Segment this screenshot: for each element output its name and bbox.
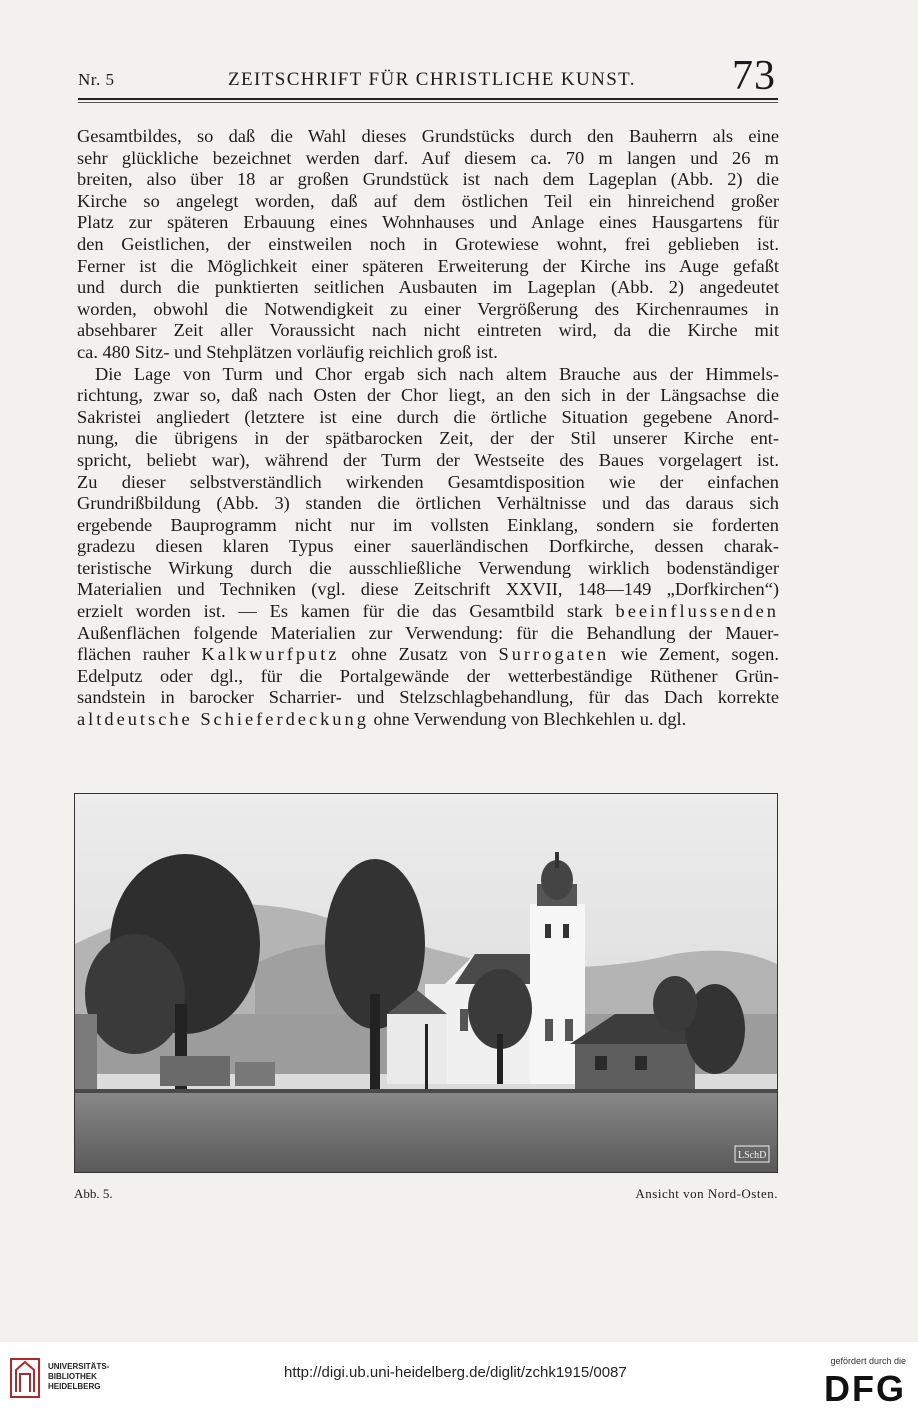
- text-line: Gesamtbildes, so daß die Wahl dieses Grundstücks durch den Bauherrn als eine: [77, 126, 779, 146]
- source-url[interactable]: http://digi.ub.uni-heidelberg.de/diglit/zchk1915/0087: [284, 1364, 627, 1381]
- text-line: ca. 480 Sitz- und Stehplätzen vorläufig reichlich groß ist.: [77, 341, 498, 362]
- text-line: Grundrißbildung (Abb. 3) standen die örtlichen Verhältnisse und das daraus sich: [77, 493, 779, 514]
- photo-signature: LSchD: [738, 1150, 767, 1161]
- figure-label: Abb. 5.: [74, 1186, 113, 1201]
- article-body: [77, 126, 779, 731]
- text-line: und durch die punktierten seitlichen Ausbauten im Lageplan (Abb. 2) angedeutet: [77, 277, 779, 298]
- journal-title: ZEITSCHRIFT FÜR CHRISTLICHE KUNST.: [228, 69, 636, 90]
- header-rule: [78, 102, 778, 103]
- text-line: nung, die übrigens in der spätbarocken Zeit, der der Stil unserer Kirche ent-: [77, 428, 779, 449]
- dfg-logo: DFG: [824, 1368, 906, 1409]
- text-line: Die Lage von Turm und Chor ergab sich nach altem Brauche aus der Himmels-: [95, 363, 779, 384]
- text-line: Ferner ist die Möglichkeit einer späteren Erweiterung der Kirche ins Auge gefaßt: [77, 255, 779, 276]
- text-line: Kirche so angelegt worden, daß auf dem östlichen Teil ein hinreichend großer: [77, 190, 779, 211]
- text-line: flächen rauher Kalkwurfputz ohne Zusatz von Surrogaten wie Zement, sogen.: [77, 644, 779, 665]
- issue-number: Nr. 5: [78, 70, 115, 89]
- text-line: den Geistlichen, der einstweilen noch in Grotewiese wohnt, frei geblieben ist.: [77, 233, 779, 254]
- library-name: UNIVERSITÄTS- BIBLIOTHEK HEIDELBERG: [48, 1362, 110, 1391]
- photo-illustration: [75, 794, 777, 1172]
- text-line: ergebende Bauprogramm nicht nur im vollsten Einklang, sondern sie forderten: [77, 514, 779, 535]
- library-logo-icon: [10, 1358, 40, 1398]
- digitization-footer: [0, 1342, 918, 1414]
- text-line: erzielt worden ist. — Es kamen für die das Gesamtbild stark beeinflussenden: [77, 601, 779, 622]
- emphasis-spaced: altdeutsche Schieferdeckung: [77, 709, 369, 730]
- church-photograph: [74, 793, 778, 1173]
- page-number: 73: [732, 53, 776, 99]
- text-line: Zu dieser selbstverständlich wirkenden Gesamtdisposition wie der einfachen: [77, 471, 779, 492]
- funding-note: gefördert durch die: [830, 1356, 906, 1366]
- text-line: spricht, beliebt war), während der Turm der Westseite des Baues vorgelagert ist.: [77, 449, 779, 470]
- text-line: Materialien und Techniken (vgl. diese Zeitschrift XXVII, 148—149 „Dorfkirchen“): [77, 579, 779, 600]
- text-line: gradezu diesen klaren Typus einer sauerländischen Dorfkirche, dessen charak-: [77, 536, 779, 557]
- text-line: Edelputz oder dgl., für die Portalgewände der wetterbeständige Rüthener Grün-: [77, 665, 779, 686]
- text-line: Platz zur späteren Erbauung eines Wohnhauses und Anlage eines Hausgartens für: [77, 212, 779, 233]
- text-line: breiten, also über 18 ar großen Grundstück ist nach dem Lageplan (Abb. 2) die: [77, 169, 779, 190]
- emphasis-spaced: Kalkwurfputz: [201, 644, 340, 665]
- running-header: [78, 53, 778, 100]
- emphasis-spaced: beeinflussenden: [615, 601, 779, 622]
- text-line: Sakristei angliedert (letztere ist eine durch die örtliche Situation gegebene Anord-: [77, 406, 779, 427]
- text-line: altdeutsche Schieferdeckung ohne Verwendung von Blechkehlen u. dgl.: [77, 709, 687, 730]
- text-line: sandstein in barocker Scharrier- und Stelzschlagbehandlung, für das Dach korrekte: [77, 687, 779, 708]
- text-line: teristische Wirkung durch die ausschließliche Verwendung wirklich bodenständiger: [77, 557, 779, 578]
- text-line: Außenflächen folgende Materialien zur Verwendung: für die Behandlung der Mauer-: [77, 622, 779, 643]
- text-line: sehr glückliche bezeichnet werden darf. Auf diesem ca. 70 m langen und 26 m: [77, 147, 779, 168]
- text-line: richtung, zwar so, daß nach Osten der Chor liegt, an den sich in der Längsachse die: [77, 385, 779, 406]
- figure-caption: Ansicht von Nord-Osten.: [635, 1186, 778, 1201]
- emphasis-spaced: Surrogaten: [498, 644, 610, 665]
- text-line: worden, obwohl die Notwendigkeit zu einer Vergrößerung des Kirchenraumes in: [77, 298, 779, 319]
- text-line: absehbarer Zeit aller Voraussicht nach nicht eintreten wird, da die Kirche mit: [77, 320, 779, 341]
